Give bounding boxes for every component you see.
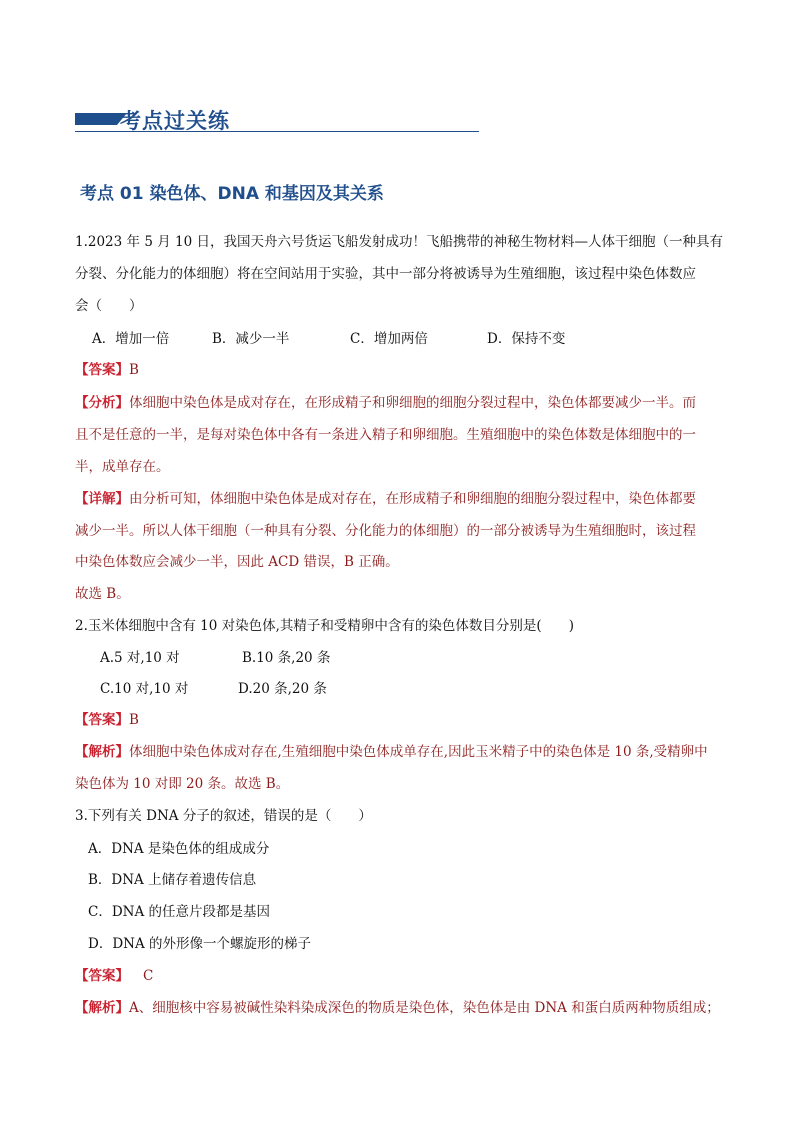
q1-option-c: C．增加两倍: [350, 331, 428, 347]
q2-analysis-line-2: 染色体为 10 对即 20 条。故选 B。: [75, 776, 290, 792]
q1-answer-tag: 【答案】: [75, 362, 129, 378]
q3-answer-value: C: [143, 968, 154, 984]
q2-stem: 2.玉米体细胞中含有 10 对染色体,其精子和受精卵中含有的染色体数目分别是( ): [75, 618, 574, 634]
q1-stem-line-3: 会（ ）: [75, 298, 143, 314]
q1-analysis-tag: 【分析】: [75, 395, 129, 411]
q1-answer-value: B: [129, 362, 139, 378]
q1-option-d: D．保持不变: [487, 331, 566, 347]
q3-option-d: D．DNA 的外形像一个螺旋形的梯子: [88, 936, 312, 952]
q1-stem-line-1: 1.2023 年 5 月 10 日，我国天舟六号货运飞船发射成功！飞船携带的神秘生物材料—人体干细胞（一种具有: [75, 234, 723, 250]
q1-analysis-text-1: 体细胞中染色体是成对存在，在形成精子和卵细胞的细胞分裂过程中，染色体都要减少一半。而: [129, 395, 696, 411]
q3-stem: 3.下列有关 DNA 分子的叙述，错误的是（ ）: [75, 808, 372, 824]
q1-detail-text-1: 由分析可知，体细胞中染色体是成对存在，在形成精子和卵细胞的细胞分裂过程中，染色体都要: [129, 491, 696, 507]
q3-answer: [75, 967, 153, 985]
q1-detail-line-2: 减少一半。所以人体干细胞（一种具有分裂、分化能力的体细胞）的一部分被诱导为生殖细胞时，该过程: [75, 523, 696, 539]
q2-answer-tag: 【答案】: [75, 712, 129, 728]
q2-analysis-tag: 【解析】: [75, 744, 129, 760]
q1-analysis-line-3: 半，成单存在。: [75, 459, 170, 475]
q2-answer-value: B: [129, 712, 139, 728]
q2-option-c: C.10 对,10 对: [100, 681, 189, 697]
section-title: 考点 01 染色体、DNA 和基因及其关系: [80, 184, 384, 204]
q1-option-a: A．增加一倍: [92, 331, 170, 347]
q3-option-c: C．DNA 的任意片段都是基因: [88, 904, 271, 920]
q3-answer-tag: 【答案】: [75, 968, 129, 984]
q3-analysis-line-1: [75, 999, 720, 1017]
q3-option-a: A．DNA 是染色体的组成成分: [88, 841, 270, 857]
q2-option-a: A.5 对,10 对: [100, 650, 180, 666]
q2-analysis-line-1: [75, 743, 708, 761]
q1-option-b: B．减少一半: [212, 331, 290, 347]
header-bar-decoration: [75, 113, 117, 125]
q1-detail-line-4: 故选 B。: [75, 586, 130, 602]
q2-option-b: B.10 条,20 条: [242, 650, 331, 666]
q1-detail-line-3: 中染色体数应会减少一半，因此 ACD 错误，B 正确。: [75, 554, 399, 570]
header-underline: [75, 131, 479, 132]
q2-analysis-text-1: 体细胞中染色体成对存在,生殖细胞中染色体成单存在,因此玉米精子中的染色体是 10 条,受精卵中: [129, 744, 708, 760]
page-header-title: 考点过关练: [120, 108, 230, 133]
q1-detail-tag: 【详解】: [75, 491, 129, 507]
q1-detail-line-1: [75, 490, 696, 508]
q3-analysis-text-1: A、细胞核中容易被碱性染料染成深色的物质是染色体，染色体是由 DNA 和蛋白质两种物质组成；: [129, 1000, 720, 1016]
q1-stem-line-2: 分裂、分化能力的体细胞）将在空间站用于实验，其中一部分将被诱导为生殖细胞，该过程中染色体数应: [75, 266, 696, 282]
q2-option-d: D.20 条,20 条: [238, 681, 327, 697]
q1-answer: [75, 361, 139, 379]
q1-analysis-line-1: [75, 394, 696, 412]
q2-answer: [75, 711, 139, 729]
q3-option-b: B．DNA 上储存着遗传信息: [88, 872, 257, 888]
q3-analysis-tag: 【解析】: [75, 1000, 129, 1016]
q1-analysis-line-2: 且不是任意的一半，是每对染色体中各有一条进入精子和卵细胞。生殖细胞中的染色体数是体细胞中的一: [75, 427, 696, 443]
